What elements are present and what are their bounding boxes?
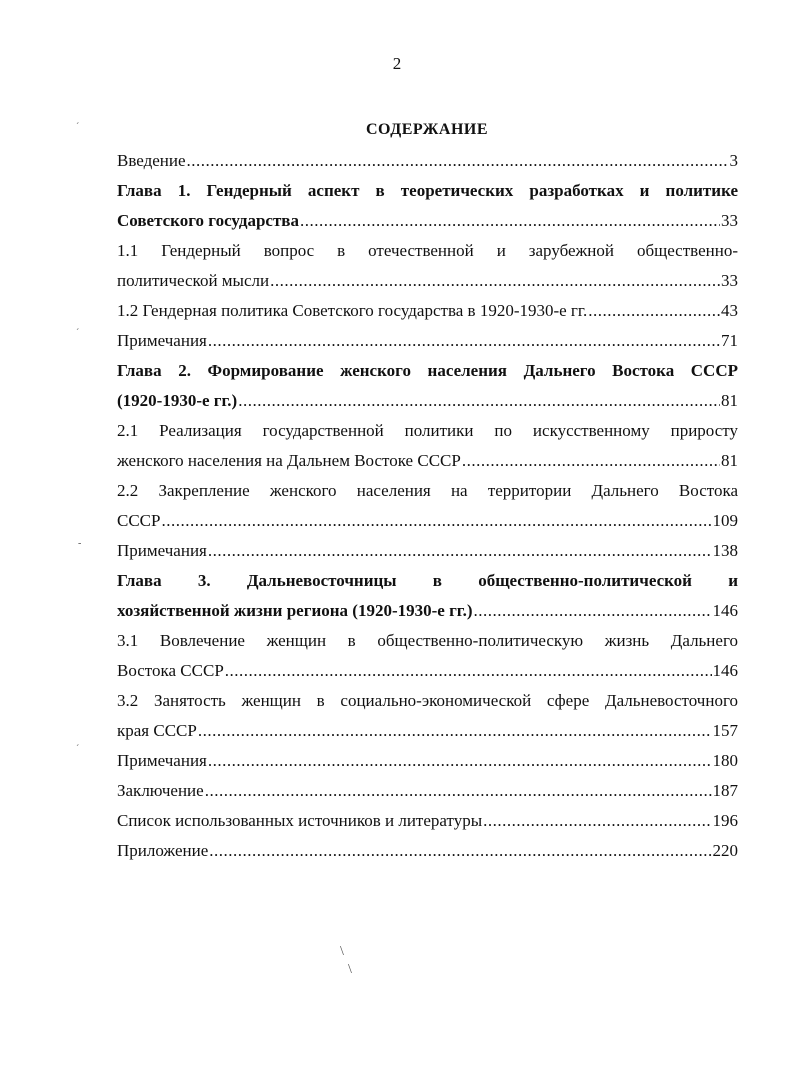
toc-entry-continued — [117, 686, 738, 716]
toc-entry-title: 3.1 Вовлечение женщин в общественно-политическую жизнь Дальнего — [117, 631, 738, 650]
toc-entry — [117, 386, 738, 416]
toc-page-number: 33 — [721, 211, 738, 230]
scan-mark: ˊ — [76, 328, 80, 339]
toc-entry-title: 2.1 Реализация государственной политики по искусственному приросту — [117, 421, 738, 440]
toc-page-number: 138 — [712, 541, 738, 560]
toc-entry — [117, 596, 738, 626]
toc-entry — [117, 656, 738, 686]
toc-entry-continued — [117, 236, 738, 266]
toc-entry-title: Введение — [117, 151, 186, 170]
toc-page-number: 187 — [712, 781, 738, 800]
scan-mark: ˊ — [76, 122, 80, 133]
toc-entry-title: 3.2 Занятость женщин в социально-экономической сфере Дальневосточного — [117, 691, 738, 710]
toc-leader-dots — [198, 716, 712, 746]
toc-entry-title: политической мысли — [117, 271, 270, 290]
toc-leader-dots — [209, 836, 711, 866]
toc-entry — [117, 776, 738, 806]
toc-page-number: 180 — [712, 751, 738, 770]
toc-page-number: 33 — [721, 271, 738, 290]
scan-mark: \ — [340, 944, 344, 959]
toc-leader-dots — [462, 446, 720, 476]
toc-entry — [117, 836, 738, 866]
toc-entry-title: женского населения на Дальнем Востоке СССР — [117, 451, 461, 470]
toc-page-number: 109 — [712, 511, 738, 530]
scan-mark: ˊ — [76, 744, 80, 755]
toc-leader-dots — [238, 386, 720, 416]
toc-page-number: 81 — [721, 451, 738, 470]
toc-entry-title: 1.1 Гендерный вопрос в отечественной и зарубежной общественно- — [117, 241, 738, 260]
page-number: 2 — [392, 54, 402, 73]
toc-entry-title: 1.2 Гендерная политика Советского государства в 1920-1930-е гг. — [117, 301, 588, 320]
toc-entry-title: СССР — [117, 511, 161, 530]
toc-page-number: 71 — [721, 331, 738, 350]
toc-leader-dots — [208, 536, 712, 566]
toc-entry-title: Примечания — [117, 541, 207, 560]
toc-entry — [117, 266, 738, 296]
toc-page-number: 43 — [721, 301, 738, 320]
toc-entry-title: Приложение — [117, 841, 209, 860]
toc-page-number: 220 — [712, 841, 738, 860]
toc-entry — [117, 146, 738, 176]
toc-leader-dots — [205, 776, 712, 806]
toc-entry-continued — [117, 476, 738, 506]
toc-leader-dots — [225, 656, 712, 686]
toc-entry-title: хозяйственной жизни региона (1920-1930-е гг.) — [117, 601, 473, 620]
scan-mark: - — [78, 538, 82, 549]
toc-entry-continued — [117, 626, 738, 656]
toc-leader-dots — [208, 746, 712, 776]
toc-entry — [117, 746, 738, 776]
toc-entry — [117, 806, 738, 836]
toc-page-number: 196 — [712, 811, 738, 830]
toc-entry-title: Список использованных источников и литературы — [117, 811, 483, 830]
toc-entry-continued — [117, 356, 738, 386]
toc-title: СОДЕРЖАНИЕ — [365, 121, 489, 138]
toc-leader-dots — [474, 596, 712, 626]
toc-entry-title: края СССР — [117, 721, 197, 740]
toc-entry — [117, 716, 738, 746]
toc-leader-dots — [270, 266, 720, 296]
scan-mark: \ — [348, 962, 352, 977]
toc-page-number: 146 — [712, 601, 738, 620]
toc-entry-title: Глава 1. Гендерный аспект в теоретических разработках и политике — [117, 181, 738, 200]
toc-entry — [117, 536, 738, 566]
toc-page-number: 3 — [729, 151, 738, 170]
table-of-contents — [117, 146, 738, 866]
toc-entry-continued — [117, 416, 738, 446]
toc-entry-title: Примечания — [117, 331, 207, 350]
toc-entry-title: Глава 3. Дальневосточницы в общественно-политической и — [117, 571, 738, 590]
toc-page-number: 157 — [712, 721, 738, 740]
toc-page-number: 81 — [721, 391, 738, 410]
toc-entry-continued — [117, 566, 738, 596]
toc-leader-dots — [208, 326, 720, 356]
toc-leader-dots — [161, 506, 711, 536]
toc-entry-title: (1920-1930-е гг.) — [117, 391, 238, 410]
toc-entry — [117, 296, 738, 326]
toc-leader-dots — [300, 206, 720, 236]
toc-entry-title: Глава 2. Формирование женского населения Дальнего Востока СССР — [117, 361, 738, 380]
toc-entry-title: Заключение — [117, 781, 204, 800]
toc-entry-continued — [117, 176, 738, 206]
toc-entry — [117, 506, 738, 536]
toc-entry-title: 2.2 Закрепление женского населения на территории Дальнего Востока — [117, 481, 738, 500]
toc-page-number: 146 — [712, 661, 738, 680]
toc-entry — [117, 206, 738, 236]
toc-entry-title: Примечания — [117, 751, 207, 770]
toc-entry-title: Советского государства — [117, 211, 299, 230]
toc-entry — [117, 326, 738, 356]
toc-entry-title: Востока СССР — [117, 661, 224, 680]
toc-leader-dots — [187, 146, 729, 176]
toc-entry — [117, 446, 738, 476]
toc-leader-dots — [588, 296, 720, 326]
toc-leader-dots — [483, 806, 711, 836]
